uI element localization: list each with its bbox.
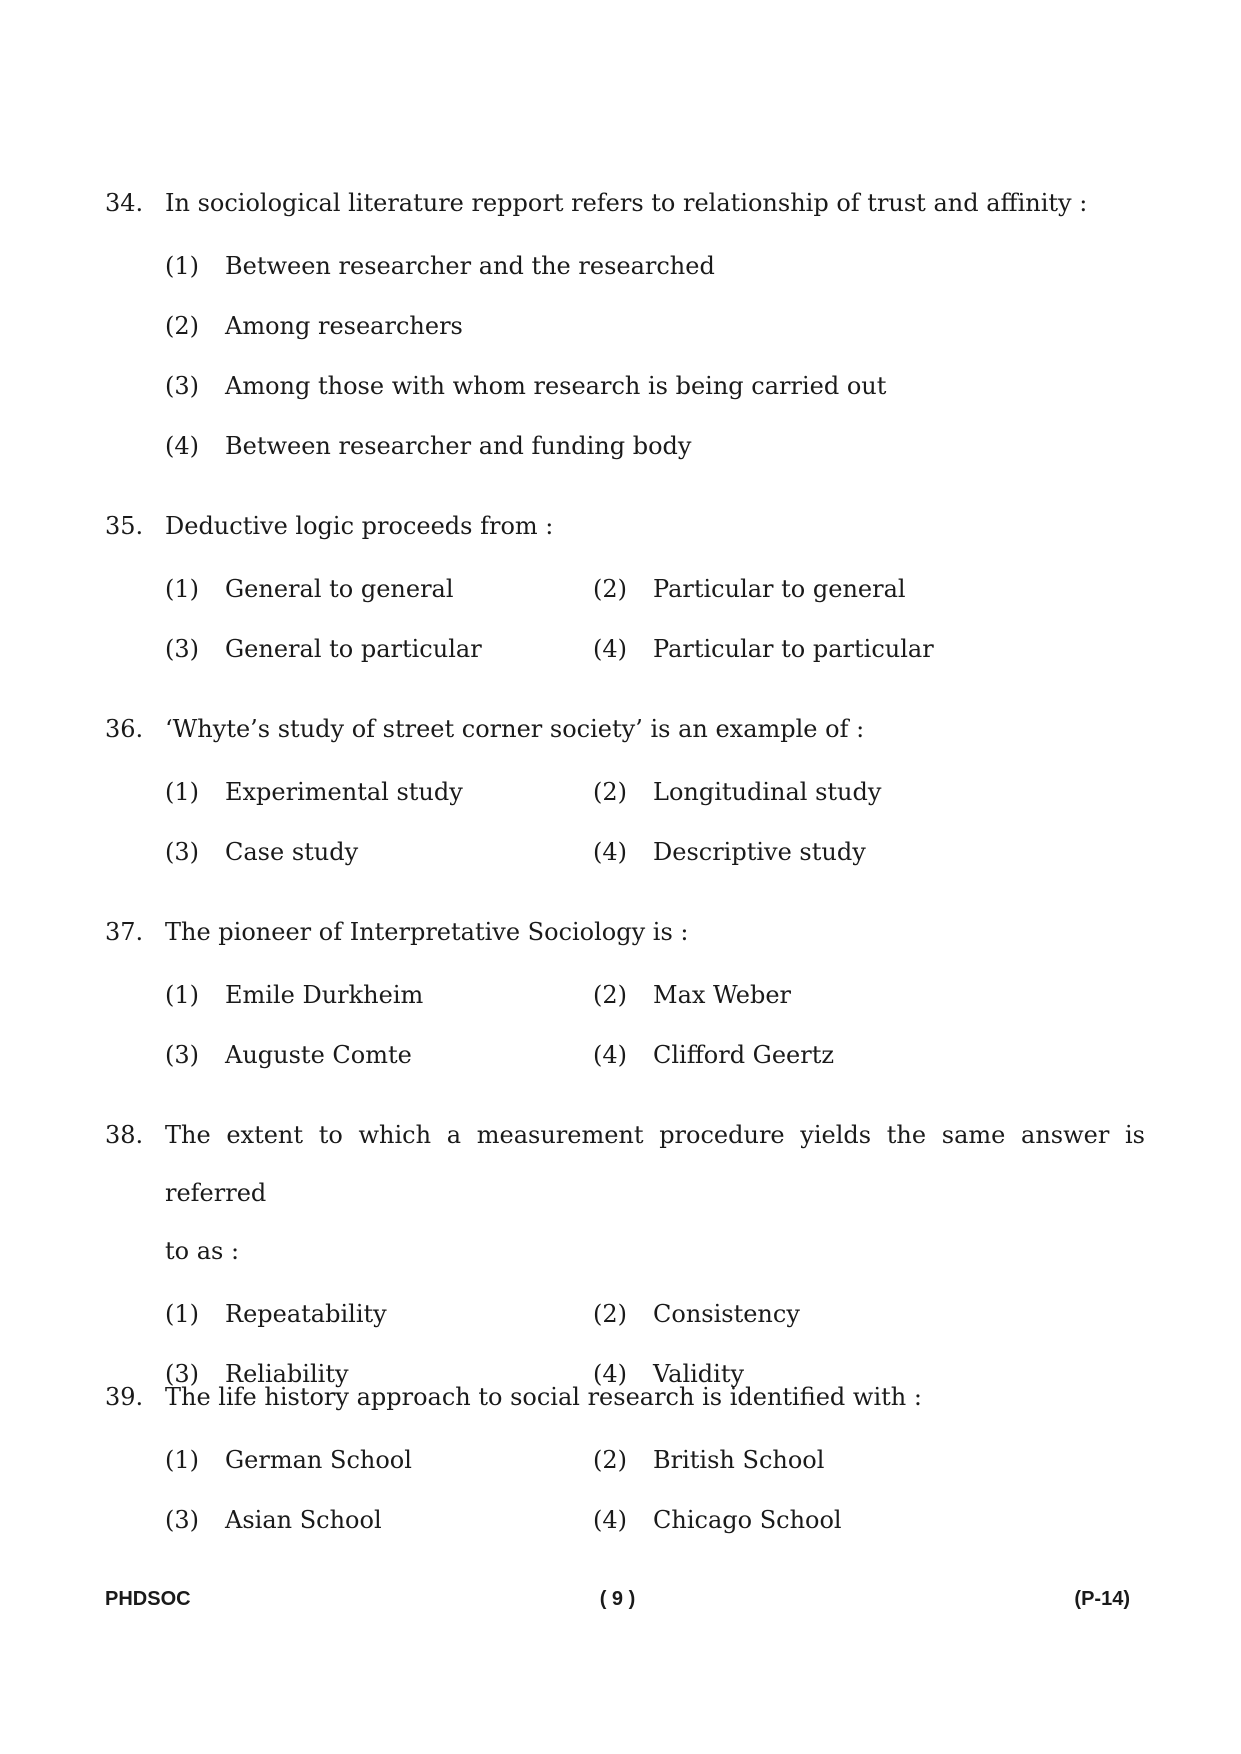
options-list (105, 236, 1145, 476)
option-number: (1) (165, 778, 199, 806)
option-4[interactable] (593, 1490, 1021, 1550)
set-code: (P-14) (1074, 1588, 1130, 1610)
question-text: ‘Whyte’s study of street corner society’ is an example of : (165, 715, 865, 743)
options-list (105, 762, 1145, 882)
option-1[interactable] (165, 559, 593, 619)
option-text: Particular to general (653, 575, 906, 603)
option-text: General to particular (225, 635, 482, 663)
option-4[interactable] (593, 619, 1021, 679)
option-1[interactable] (165, 965, 593, 1025)
option-text: Max Weber (653, 981, 791, 1009)
option-text: Asian School (225, 1506, 382, 1534)
option-2[interactable] (593, 559, 1021, 619)
option-text: Among those with whom research is being carried out (225, 372, 887, 400)
option-number: (4) (593, 1360, 627, 1388)
option-4[interactable] (593, 1025, 1021, 1085)
option-text: Validity (653, 1360, 745, 1388)
option-3[interactable] (165, 1490, 593, 1550)
question-number: 34. (105, 189, 144, 217)
option-1[interactable] (165, 236, 1065, 296)
option-number: (3) (165, 1360, 199, 1388)
option-3[interactable] (165, 1025, 593, 1085)
question-number: 37. (105, 918, 144, 946)
option-2[interactable] (165, 296, 1065, 356)
option-3[interactable] (165, 619, 593, 679)
question-number: 39. (105, 1383, 144, 1411)
option-1[interactable] (165, 1430, 593, 1490)
option-number: (4) (593, 1041, 627, 1069)
option-number: (4) (593, 1506, 627, 1534)
question-number: 38. (105, 1121, 144, 1149)
question-35 (105, 497, 1145, 679)
option-number: (3) (165, 1506, 199, 1534)
question-number: 35. (105, 512, 144, 540)
question-37 (105, 903, 1145, 1085)
page-footer (105, 1588, 1130, 1618)
option-text: Case study (225, 838, 359, 866)
option-number: (1) (165, 1446, 199, 1474)
option-text: Chicago School (653, 1506, 842, 1534)
options-list (105, 559, 1145, 679)
question-36 (105, 700, 1145, 882)
option-number: (2) (593, 778, 627, 806)
option-2[interactable] (593, 1430, 1021, 1490)
option-text: German School (225, 1446, 412, 1474)
question-39 (105, 1368, 1145, 1550)
option-3[interactable] (165, 822, 593, 882)
option-text: Experimental study (225, 778, 463, 806)
option-1[interactable] (165, 762, 593, 822)
option-2[interactable] (593, 1284, 1021, 1344)
option-number: (2) (165, 312, 199, 340)
option-number: (3) (165, 635, 199, 663)
question-text: The extent to which a measurement procedure yields the same answer is referred (165, 1121, 1145, 1207)
option-2[interactable] (593, 965, 1021, 1025)
option-number: (1) (165, 575, 199, 603)
option-number: (4) (593, 635, 627, 663)
option-number: (4) (165, 432, 199, 460)
page-number: ( 9 ) (599, 1588, 636, 1610)
option-4[interactable] (165, 416, 1065, 476)
option-number: (2) (593, 1446, 627, 1474)
option-number: (3) (165, 838, 199, 866)
option-text: Longitudinal study (653, 778, 882, 806)
question-text-continued: to as : (165, 1237, 240, 1265)
option-number: (3) (165, 372, 199, 400)
option-text: Descriptive study (653, 838, 866, 866)
option-number: (2) (593, 981, 627, 1009)
option-text: General to general (225, 575, 454, 603)
question-38 (105, 1106, 1145, 1404)
question-34 (105, 174, 1145, 476)
option-text: Repeatability (225, 1300, 387, 1328)
option-number: (1) (165, 252, 199, 280)
options-list (105, 1430, 1145, 1550)
option-text: Emile Durkheim (225, 981, 424, 1009)
option-number: (2) (593, 1300, 627, 1328)
options-list (105, 965, 1145, 1085)
option-text: Between researcher and funding body (225, 432, 692, 460)
question-text: The life history approach to social research is identified with : (165, 1383, 922, 1411)
option-2[interactable] (593, 762, 1021, 822)
option-text: Between researcher and the researched (225, 252, 715, 280)
option-text: Particular to particular (653, 635, 934, 663)
option-text: Consistency (653, 1300, 800, 1328)
paper-code: PHDSOC (105, 1588, 191, 1610)
option-1[interactable] (165, 1284, 593, 1344)
option-number: (1) (165, 981, 199, 1009)
option-number: (1) (165, 1300, 199, 1328)
option-text: Reliability (225, 1360, 349, 1388)
option-text: Auguste Comte (225, 1041, 412, 1069)
question-text: The pioneer of Interpretative Sociology is : (165, 918, 689, 946)
option-number: (2) (593, 575, 627, 603)
option-text: British School (653, 1446, 825, 1474)
question-text: Deductive logic proceeds from : (165, 512, 554, 540)
option-number: (3) (165, 1041, 199, 1069)
option-4[interactable] (593, 822, 1021, 882)
option-number: (4) (593, 838, 627, 866)
question-text: In sociological literature repport refers to relationship of trust and affinity : (165, 189, 1088, 217)
option-3[interactable] (165, 356, 1065, 416)
question-number: 36. (105, 715, 144, 743)
option-text: Clifford Geertz (653, 1041, 835, 1069)
option-text: Among researchers (225, 312, 463, 340)
